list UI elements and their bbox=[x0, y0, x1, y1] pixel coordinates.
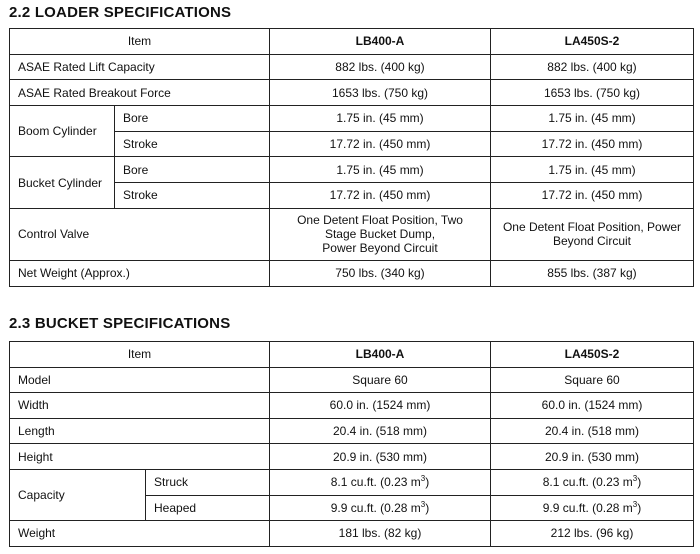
row-group-label: Boom Cylinder bbox=[10, 106, 115, 157]
cell-value: 1.75 in. (45 mm) bbox=[270, 106, 491, 132]
cell-line: Power Beyond Circuit bbox=[322, 241, 438, 256]
header-la450s2: LA450S-2 bbox=[491, 342, 694, 368]
cell-value bbox=[270, 495, 491, 521]
row-sublabel: Struck bbox=[146, 469, 270, 495]
value-text: 8.1 cu.ft. (0.23 m bbox=[330, 475, 421, 490]
cell-value: 1653 lbs. (750 kg) bbox=[270, 80, 491, 106]
cell-value: 855 lbs. (387 kg) bbox=[491, 260, 694, 286]
cell-value: 17.72 in. (450 mm) bbox=[491, 183, 694, 209]
row-label: Length bbox=[10, 418, 270, 444]
header-item: Item bbox=[10, 29, 270, 55]
cell-value: 181 lbs. (82 kg) bbox=[270, 521, 491, 547]
table-row bbox=[10, 106, 694, 132]
table-row bbox=[10, 367, 694, 393]
paren: ) bbox=[425, 500, 430, 515]
table-row bbox=[10, 469, 694, 495]
cell-line: One Detent Float Position, Two bbox=[297, 213, 463, 228]
cell-value: 750 lbs. (340 kg) bbox=[270, 260, 491, 286]
cell-value: 20.4 in. (518 mm) bbox=[491, 418, 694, 444]
table-row bbox=[10, 54, 694, 80]
cell-value: 20.9 in. (530 mm) bbox=[270, 444, 491, 470]
superscript: 3 bbox=[632, 474, 638, 484]
cell-value: 20.4 in. (518 mm) bbox=[270, 418, 491, 444]
value-text: 8.1 cu.ft. (0.23 m bbox=[542, 475, 633, 490]
paren: ) bbox=[425, 475, 430, 490]
paren: ) bbox=[637, 500, 642, 515]
table-row bbox=[10, 418, 694, 444]
loader-specifications-table bbox=[9, 28, 694, 287]
cell-value: 60.0 in. (1524 mm) bbox=[270, 393, 491, 419]
cell-value: 17.72 in. (450 mm) bbox=[491, 131, 694, 157]
table-header-row bbox=[10, 342, 694, 368]
table-row bbox=[10, 157, 694, 183]
cell-value: 1653 lbs. (750 kg) bbox=[491, 80, 694, 106]
row-sublabel: Bore bbox=[115, 106, 270, 132]
table-row bbox=[10, 521, 694, 547]
row-sublabel: Heaped bbox=[146, 495, 270, 521]
row-group-label: Capacity bbox=[10, 469, 146, 520]
cell-line: Stage Bucket Dump, bbox=[324, 227, 436, 242]
value-text: 9.9 cu.ft. (0.28 m bbox=[542, 500, 633, 515]
superscript: 3 bbox=[632, 499, 638, 509]
header-lb400a: LB400-A bbox=[270, 342, 491, 368]
cell-value bbox=[270, 208, 491, 260]
cell-value: 17.72 in. (450 mm) bbox=[270, 131, 491, 157]
cell-value: 882 lbs. (400 kg) bbox=[491, 54, 694, 80]
header-lb400a: LB400-A bbox=[270, 29, 491, 55]
cell-value: 212 lbs. (96 kg) bbox=[491, 521, 694, 547]
cell-value: 1.75 in. (45 mm) bbox=[491, 157, 694, 183]
superscript: 3 bbox=[420, 474, 426, 484]
table-row bbox=[10, 80, 694, 106]
row-label: Height bbox=[10, 444, 270, 470]
cell-line: Beyond Circuit bbox=[552, 234, 632, 249]
row-label: Model bbox=[10, 367, 270, 393]
table-row bbox=[10, 444, 694, 470]
cell-value: 20.9 in. (530 mm) bbox=[491, 444, 694, 470]
row-label: Control Valve bbox=[10, 208, 270, 260]
header-item: Item bbox=[10, 342, 270, 368]
cell-line: One Detent Float Position, Power bbox=[502, 220, 682, 235]
cell-value: 1.75 in. (45 mm) bbox=[491, 106, 694, 132]
row-label: ASAE Rated Lift Capacity bbox=[10, 54, 270, 80]
row-sublabel: Stroke bbox=[115, 183, 270, 209]
row-sublabel: Bore bbox=[115, 157, 270, 183]
paren: ) bbox=[637, 475, 642, 490]
table-row bbox=[10, 260, 694, 286]
cell-value bbox=[270, 469, 491, 495]
value-text: 9.9 cu.ft. (0.28 m bbox=[330, 500, 421, 515]
row-sublabel: Stroke bbox=[115, 131, 270, 157]
table-header-row bbox=[10, 29, 694, 55]
bucket-specifications-table bbox=[9, 341, 694, 547]
row-label: Width bbox=[10, 393, 270, 419]
cell-value bbox=[491, 208, 694, 260]
table-row bbox=[10, 393, 694, 419]
cell-value bbox=[491, 469, 694, 495]
cell-value: 17.72 in. (450 mm) bbox=[270, 183, 491, 209]
cell-value: Square 60 bbox=[270, 367, 491, 393]
superscript: 3 bbox=[420, 499, 426, 509]
bucket-specifications-title: 2.3 BUCKET SPECIFICATIONS bbox=[9, 315, 231, 332]
header-la450s2: LA450S-2 bbox=[491, 29, 694, 55]
cell-value bbox=[491, 495, 694, 521]
row-label: Weight bbox=[10, 521, 270, 547]
loader-specifications-title: 2.2 LOADER SPECIFICATIONS bbox=[9, 4, 232, 21]
row-group-label: Bucket Cylinder bbox=[10, 157, 115, 208]
table-row bbox=[10, 208, 694, 260]
row-label: ASAE Rated Breakout Force bbox=[10, 80, 270, 106]
row-label: Net Weight (Approx.) bbox=[10, 260, 270, 286]
cell-value: 1.75 in. (45 mm) bbox=[270, 157, 491, 183]
cell-value: 882 lbs. (400 kg) bbox=[270, 54, 491, 80]
cell-value: Square 60 bbox=[491, 367, 694, 393]
cell-value: 60.0 in. (1524 mm) bbox=[491, 393, 694, 419]
